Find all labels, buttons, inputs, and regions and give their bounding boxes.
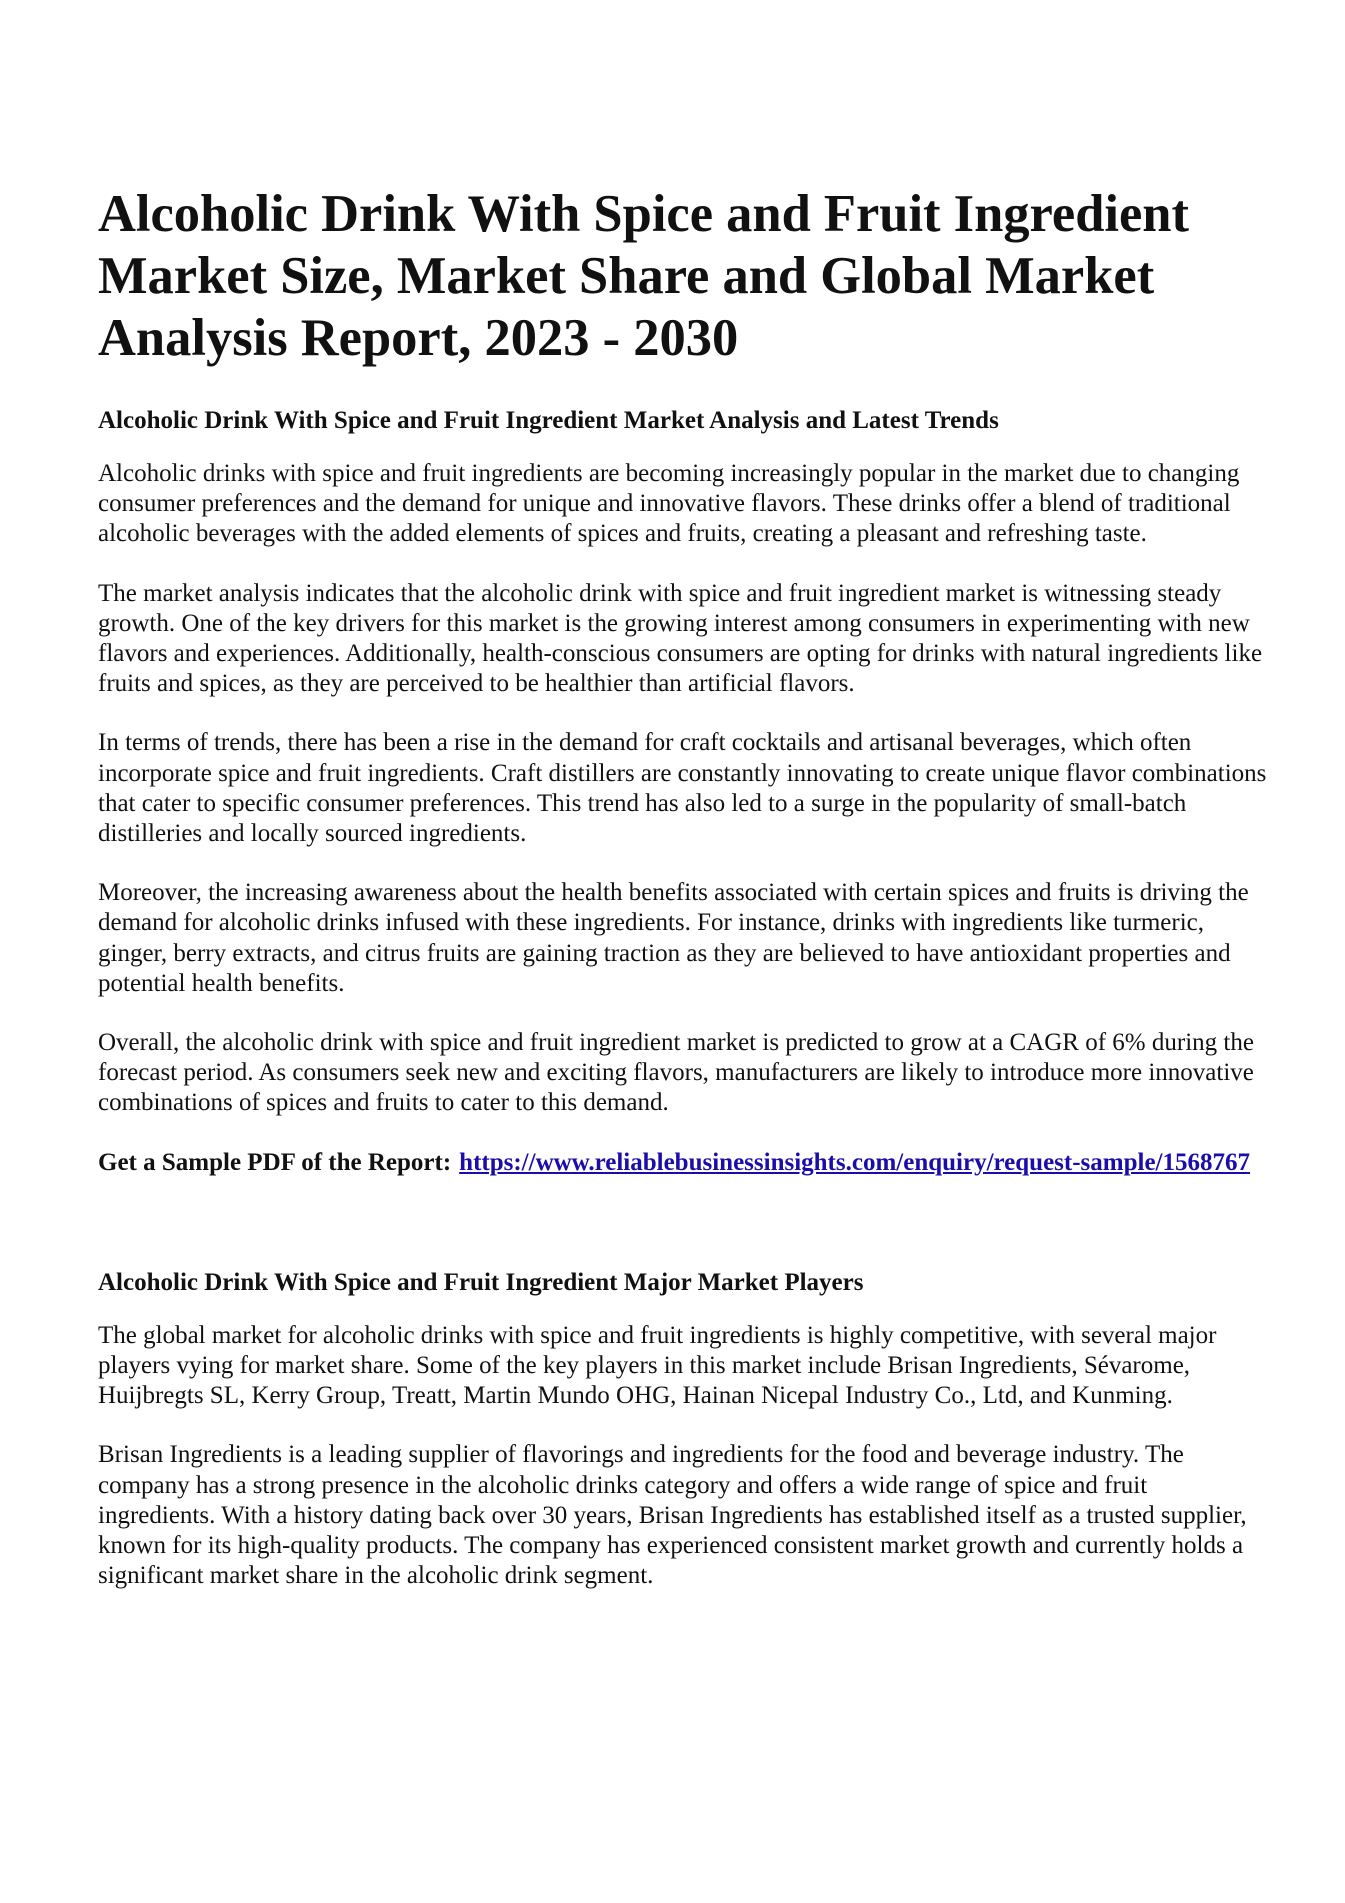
section-heading-analysis: Alcoholic Drink With Spice and Fruit Ingredient Market Analysis and Latest Trends	[98, 407, 999, 434]
paragraph: Overall, the alcoholic drink with spice and fruit ingredient market is predicted to grow at a CAGR of 6% during the forecast period. As consumers seek new and exciting flavors, manufacturers are likely to introduce more innovative combinations of spices and fruits to cater to this demand.	[98, 1029, 1254, 1117]
paragraph: Moreover, the increasing awareness about the health benefits associated with certain spices and fruits is driving the demand for alcoholic drinks infused with these ingredients. For instance, drinks with ingredients like turmeric, ginger, berry extracts, and citrus fruits are gaining traction as they are believed to have antioxidant properties and potential health benefits.	[98, 879, 1249, 997]
sample-pdf-line	[98, 1148, 1270, 1178]
paragraph: The market analysis indicates that the alcoholic drink with spice and fruit ingredient market is witnessing steady growth. One of the key drivers for this market is the growing interest among consumers in experimenting with new flavors and experiences. Additionally, health-conscious consumers are opting for drinks with natural ingredients like fruits and spices, as they are perceived to be healthier than artificial flavors.	[98, 579, 1263, 698]
sample-pdf-link[interactable]: https://www.reliablebusinessinsights.com/enquiry/request-sample/1568767	[459, 1148, 1250, 1176]
section-heading-players: Alcoholic Drink With Spice and Fruit Ingredient Major Market Players	[98, 1268, 864, 1296]
sample-pdf-label: Get a Sample PDF of the Report:	[98, 1148, 452, 1176]
paragraph: The global market for alcoholic drinks with spice and fruit ingredients is highly competitive, with several major players vying for market share. Some of the key players in this market include Brisan Ingredients, Sévarome, Huijbregts SL, Kerry Group, Treatt, Martin Mundo OHG, Hainan Nicepal Industry Co., Ltd, and Kunming.	[98, 1321, 1217, 1410]
paragraph: Alcoholic drinks with spice and fruit ingredients are becoming increasingly popular in the market due to changing consumer preferences and the demand for unique and innovative flavors. These drinks offer a blend of traditional alcoholic beverages with the added elements of spices and fruits, creating a pleasant and refreshing taste.	[98, 460, 1240, 548]
paragraph: In terms of trends, there has been a rise in the demand for craft cocktails and artisanal beverages, which often incorporate spice and fruit ingredients. Craft distillers are constantly innovating to create unique flavor combinations that cater to specific consumer preferences. This trend has also led to a surge in the popularity of small-batch distilleries and locally sourced ingredients.	[98, 729, 1267, 848]
paragraph: Brisan Ingredients is a leading supplier of flavorings and ingredients for the food and beverage industry. The company has a strong presence in the alcoholic drinks category and offers a wide range of spice and fruit ingredients. With a history dating back over 30 years, Brisan Ingredients has established itself as a trusted supplier, known for its high-quality products. The company has experienced consistent market growth and currently holds a significant market share in the alcoholic drink segment.	[98, 1441, 1247, 1590]
document-title: Alcoholic Drink With Spice and Fruit Ingredient Market Size, Market Share and Global Market Analysis Report, 2023 - 2030	[98, 185, 1189, 367]
document-page	[98, 183, 1270, 1620]
